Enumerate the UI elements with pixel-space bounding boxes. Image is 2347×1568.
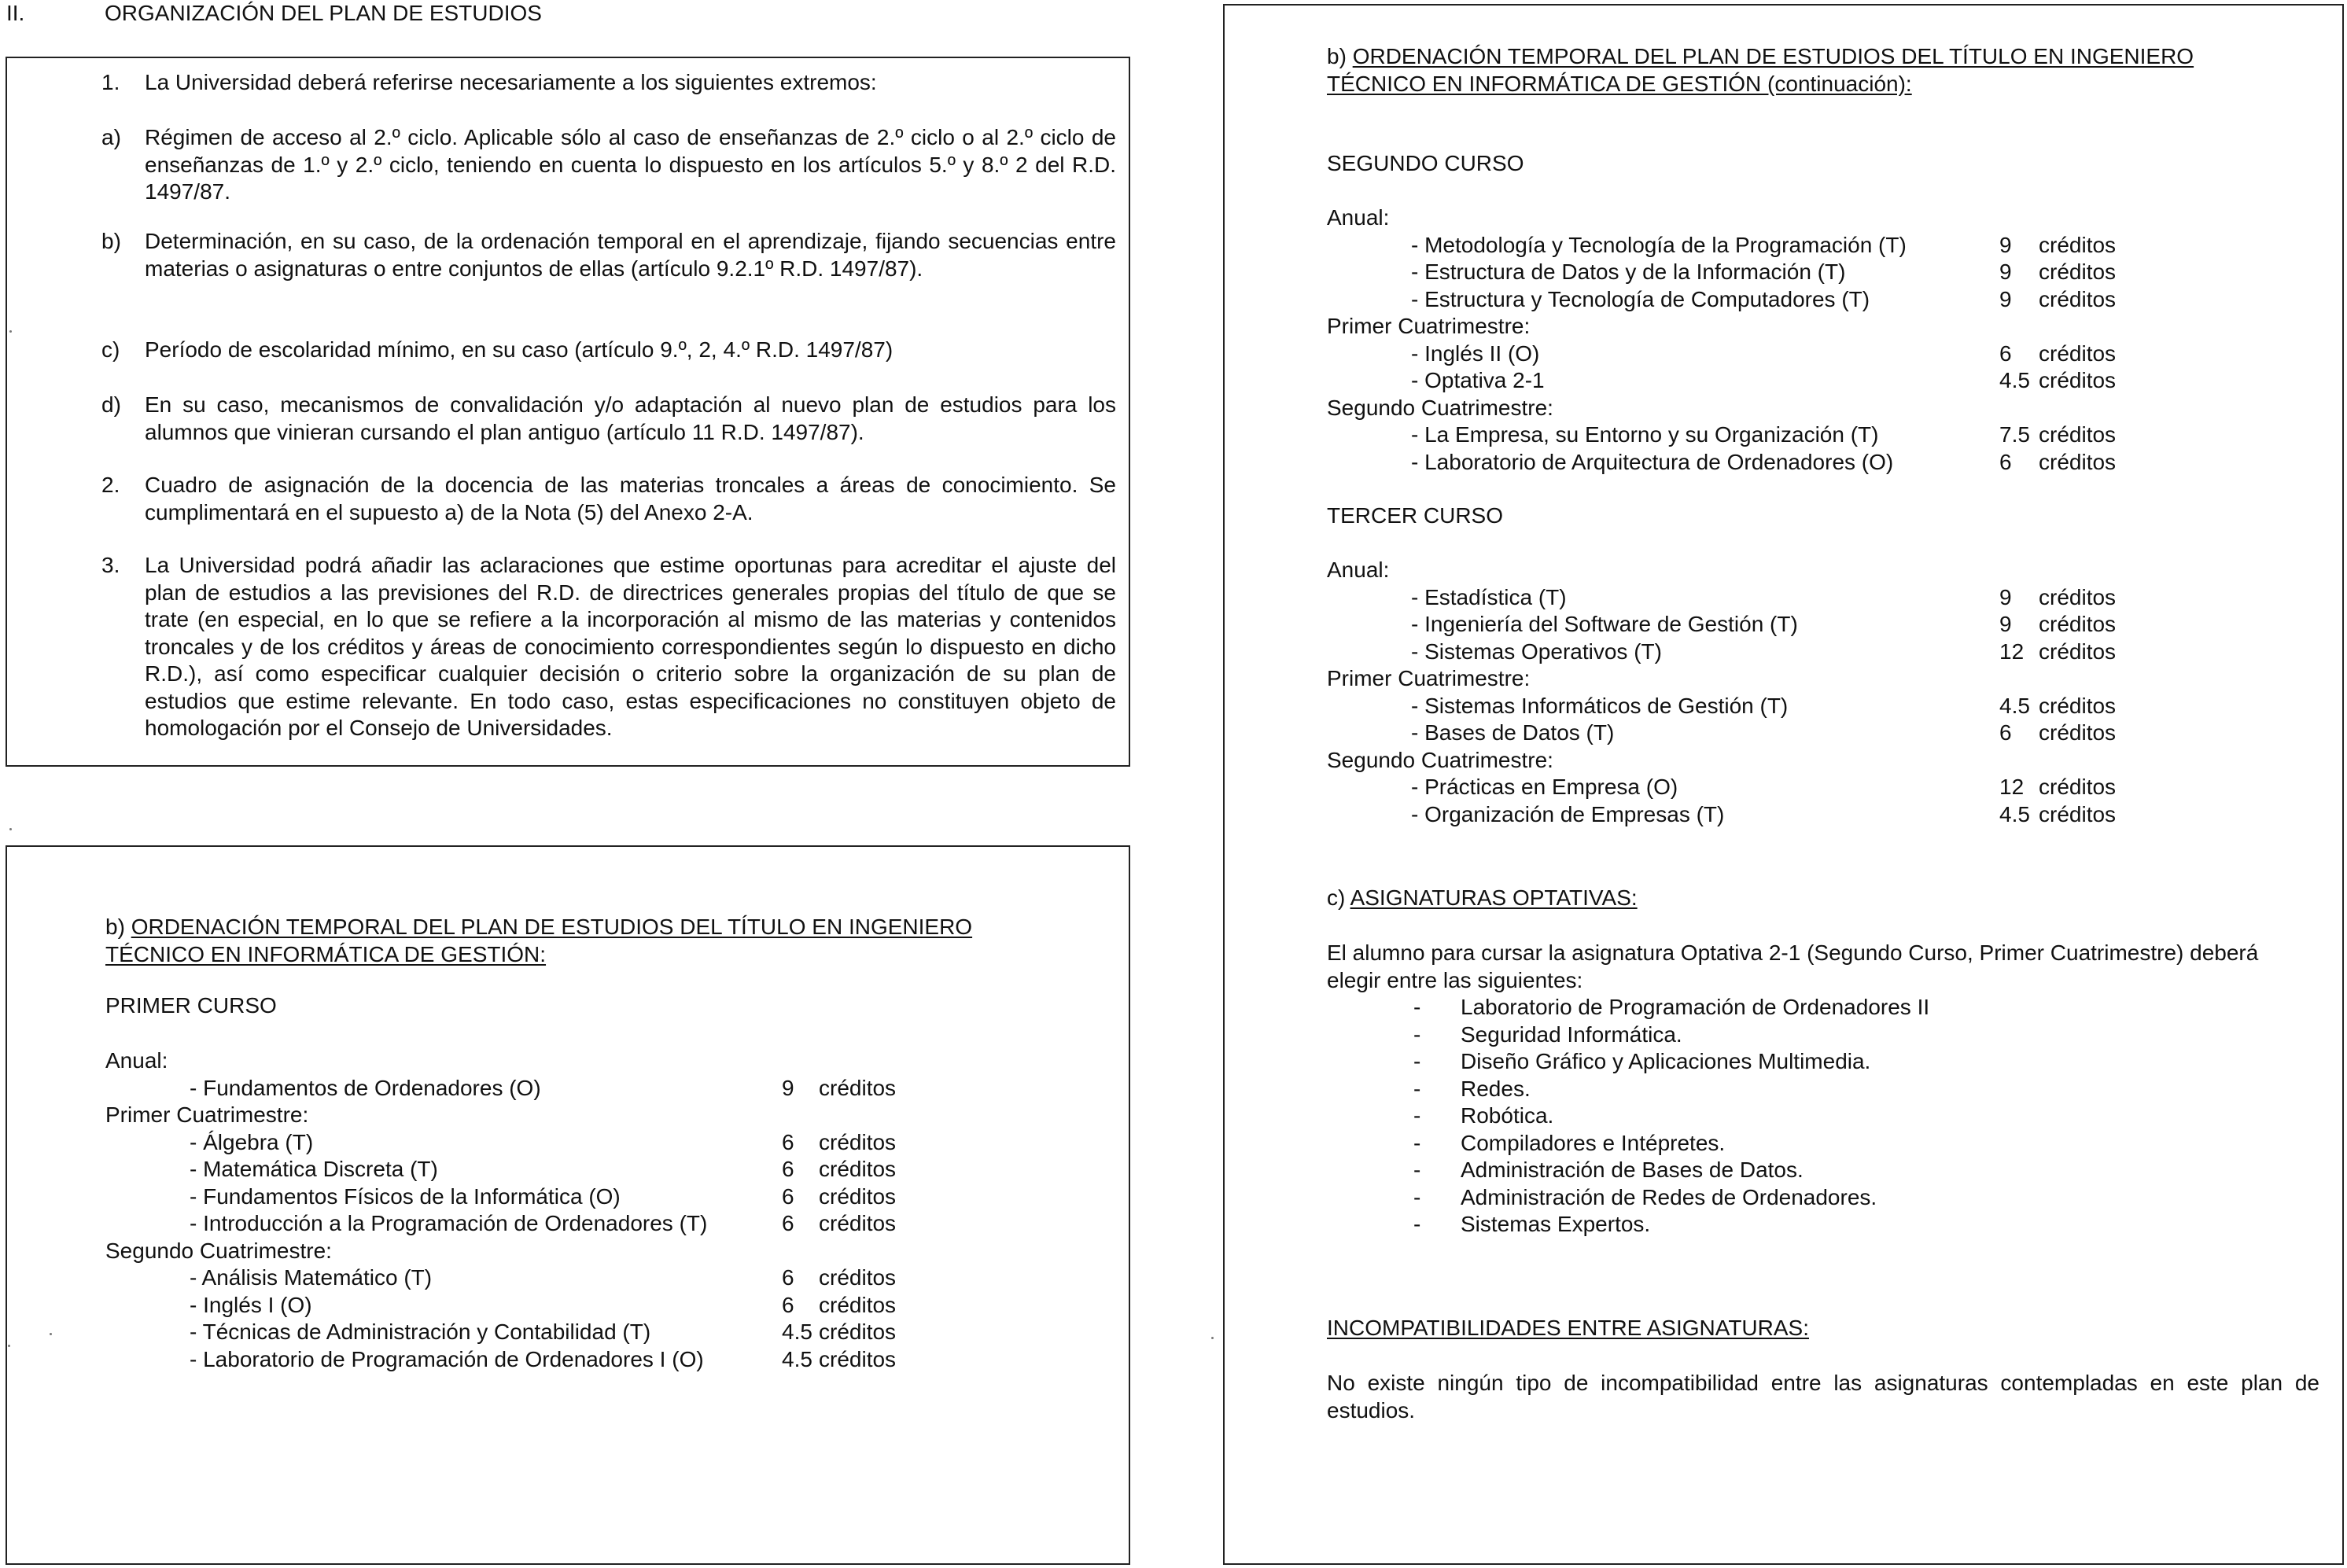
box-general-requirements (6, 57, 1130, 767)
subject-credits: 6 (782, 1183, 794, 1209)
heading-line-1: ORDENACIÓN TEMPORAL DEL PLAN DE ESTUDIOS DEL TÍTULO EN INGENIERO (131, 915, 973, 939)
list-dash: - (1413, 1130, 1421, 1155)
subject-credits: 6 (782, 1157, 794, 1181)
subject-row (1411, 693, 2196, 720)
scan-dot (8, 1345, 10, 1347)
period-label: Segundo Cuatrimestre: (1327, 747, 1553, 772)
subject-credits-unit: créditos (819, 1292, 897, 1317)
list-item-text: En su caso, mecanismos de convalidación y/o adaptación al nuevo plan de estudios para los alumnos que vinieran cursando el plan antiguo (artículo 11 R.D. 1497/87). (145, 392, 1116, 444)
list-dash: - (1413, 1021, 1421, 1047)
list-item-text: Diseño Gráfico y Aplicaciones Multimedia. (1461, 1049, 1871, 1073)
period-label: Primer Cuatrimestre: (1327, 314, 1531, 338)
scan-dot (1211, 1337, 1214, 1339)
heading-prefix: b) (105, 915, 131, 939)
subject-credits: 9 (1999, 612, 2012, 636)
subject-credits-unit: créditos (2039, 340, 2117, 366)
subject-row (1411, 611, 2196, 639)
subject-name: - Metodología y Tecnología de la Programación (T) (1411, 232, 1907, 257)
list-dash: - (1413, 1212, 1421, 1236)
list-item-marker: d) (101, 392, 121, 417)
subject-credits-unit: créditos (819, 1075, 897, 1100)
subject-credits-unit: créditos (2039, 368, 2117, 392)
subject-row (190, 1156, 976, 1183)
subject-row (1411, 449, 2196, 477)
subject-row (190, 1183, 976, 1211)
scan-dot (9, 330, 12, 333)
list-item-text: La Universidad podrá añadir las aclaraciones que estime oportunas para acreditar el ajuste del plan de estudios a las previsiones del R.D. de directrices generales propias del título de que se trate (en especial, en lo que se refiere a la incorporación al mismo de las materias y contenidos troncales y de los créditos y áreas de conocimiento correspondientes según lo dispuesto en dicho R.D.), así como especificar cualquier decisión o criterio sobre la organización de su plan de estudios que estime relevante. En todo caso, estas especificaciones no constituyen objeto de homologación por el Consejo de Universidades. (145, 553, 1116, 740)
subject-row (1411, 584, 2196, 612)
box-first-year-plan (6, 845, 1130, 1565)
list-item-text: Período de escolaridad mínimo, en su caso (artículo 9.º, 2, 4.º R.D. 1497/87) (145, 337, 893, 362)
subject-credits: 9 (1999, 286, 2012, 311)
subject-row (190, 1346, 976, 1374)
list-item-marker: 2. (101, 473, 120, 497)
subject-credits-unit: créditos (819, 1211, 897, 1235)
subject-row (190, 1292, 976, 1320)
subject-credits-unit: créditos (819, 1129, 897, 1154)
course-list (1327, 557, 2271, 832)
subject-name: - Matemática Discreta (T) (190, 1157, 438, 1181)
optativas-list (1413, 994, 2200, 1246)
subject-credits: 12 (1999, 639, 2025, 664)
heading-line-1: ORDENACIÓN TEMPORAL DEL PLAN DE ESTUDIOS DEL TÍTULO EN INGENIERO (1352, 44, 2194, 68)
subject-name: - Análisis Matemático (T) (190, 1265, 433, 1290)
subject-credits-unit: créditos (2039, 584, 2117, 609)
list-dash: - (1413, 1049, 1421, 1073)
subject-credits-unit: créditos (2039, 259, 2117, 284)
course-list (1327, 204, 2271, 480)
subject-row (1411, 801, 2196, 829)
list-dash: - (1413, 995, 1421, 1019)
subject-row (190, 1210, 976, 1238)
subject-name: - La Empresa, su Entorno y su Organización (T) (1411, 422, 1879, 447)
subject-name: - Ingeniería del Software de Gestión (T) (1411, 612, 1798, 636)
subject-credits: 9 (1999, 232, 2012, 257)
subject-credits: 9 (1999, 584, 2012, 609)
subject-row (1411, 639, 2196, 666)
list-dash: - (1413, 1158, 1421, 1182)
list-item-text: Cuadro de asignación de la docencia de las materias troncales a áreas de conocimiento. Se cumplimentará en el supuesto a) de la Nota (5) del Anexo 2-A. (145, 473, 1116, 525)
list-item-marker: 1. (101, 70, 120, 94)
subject-credits-unit: créditos (819, 1157, 897, 1181)
heading-line-2: TÉCNICO EN INFORMÁTICA DE GESTIÓN: (105, 941, 547, 966)
subject-credits-unit: créditos (2039, 232, 2117, 257)
list-item-text: Sistemas Expertos. (1461, 1212, 1651, 1236)
subject-name: - Fundamentos Físicos de la Informática (O) (190, 1183, 621, 1209)
list-item-marker: b) (101, 229, 121, 253)
subject-name: - Estadística (T) (1411, 584, 1567, 609)
subject-credits: 4.5 (1999, 801, 2030, 826)
list-item-text: Laboratorio de Programación de Ordenadores II (1461, 995, 1930, 1019)
subject-row (1411, 421, 2196, 449)
period-label: Segundo Cuatrimestre: (1327, 395, 1553, 420)
subject-credits-unit: créditos (2039, 286, 2117, 311)
subject-name: - Organización de Empresas (T) (1411, 801, 1725, 826)
subject-credits-unit: créditos (2039, 612, 2117, 636)
list-item-marker: 3. (101, 553, 120, 577)
subject-row (1411, 259, 2196, 286)
subject-name: - Optativa 2-1 (1411, 368, 1545, 392)
list-item-text: Robótica. (1461, 1103, 1554, 1128)
list-item-text: La Universidad deberá referirse necesariamente a los siguientes extremos: (145, 70, 877, 94)
course-list (105, 1047, 1049, 1456)
subject-credits: 6 (782, 1211, 794, 1235)
optativas-title: ASIGNATURAS OPTATIVAS: (1350, 885, 1638, 910)
subject-credits-unit: créditos (2039, 639, 2117, 664)
subject-row (1411, 720, 2196, 747)
subject-name: - Estructura y Tecnología de Computadores (T) (1411, 286, 1870, 311)
period-label: Anual: (1327, 558, 1390, 582)
list-dash: - (1413, 1184, 1421, 1209)
list-item-marker: a) (101, 125, 121, 149)
subject-row (190, 1129, 976, 1157)
subject-credits: 6 (782, 1265, 794, 1290)
heading-prefix: b) (1327, 44, 1353, 68)
scan-dot (50, 1333, 52, 1335)
subject-row (1411, 286, 2196, 314)
period-label: Primer Cuatrimestre: (105, 1102, 309, 1127)
subject-credits-unit: créditos (2039, 693, 2117, 718)
heading-prefix: c) (1327, 885, 1350, 910)
list-item-text: Régimen de acceso al 2.º ciclo. Aplicable sólo al caso de enseñanzas de 2.º ciclo o al 2.º ciclo de enseñanzas de 1.º y 2.º ciclo, teniendo en cuenta lo dispuesto en los artículos 5.º y 8.º 2 del R.D. 1497/87. (145, 125, 1116, 204)
section-heading (0, 0, 787, 28)
subject-credits: 9 (782, 1075, 794, 1100)
subject-credits: 4.5 (782, 1320, 812, 1344)
subject-row (1411, 232, 2196, 259)
section-heading-b-continued (1327, 43, 2334, 98)
list-item-text: Compiladores e Intépretes. (1461, 1130, 1726, 1155)
subject-credits: 7.5 (1999, 422, 2030, 447)
subject-name: - Prácticas en Empresa (O) (1411, 775, 1678, 799)
subject-name: - Técnicas de Administración y Contabilidad (T) (190, 1320, 651, 1344)
section-heading-b (105, 914, 1112, 968)
subject-name: - Laboratorio de Arquitectura de Ordenadores (O) (1411, 449, 1894, 474)
subject-credits: 6 (1999, 720, 2012, 745)
list-item-text: Administración de Redes de Ordenadores. (1461, 1184, 1877, 1209)
section-roman-numeral: II. (6, 1, 25, 25)
period-label: Segundo Cuatrimestre: (105, 1238, 332, 1263)
subject-row (1411, 340, 2196, 368)
subject-name: - Sistemas Informáticos de Gestión (T) (1411, 693, 1789, 718)
subject-credits: 6 (782, 1129, 794, 1154)
subject-credits-unit: créditos (819, 1346, 897, 1371)
subject-credits: 6 (782, 1292, 794, 1317)
list-item-text: Redes. (1461, 1076, 1531, 1101)
subject-row (190, 1264, 976, 1292)
list-item-text: Seguridad Informática. (1461, 1021, 1682, 1047)
list-item-text: Determinación, en su caso, de la ordenación temporal en el aprendizaje, fijando secuencias entre materias o asignaturas o entre conjuntos de ellas (artículo 9.2.1º R.D. 1497/87). (145, 229, 1116, 281)
scan-dot (9, 828, 12, 830)
subject-row (190, 1075, 976, 1102)
subject-name: - Bases de Datos (T) (1411, 720, 1615, 745)
course-title: PRIMER CURSO (105, 993, 277, 1018)
period-label: Anual: (105, 1048, 168, 1073)
subject-name: - Estructura de Datos y de la Información (T) (1411, 259, 1846, 284)
optativas-intro: El alumno para cursar la asignatura Optativa 2-1 (Segundo Curso, Primer Cuatrimestre) deberá elegir entre las siguientes: (1327, 940, 2259, 992)
subject-credits: 4.5 (1999, 368, 2030, 392)
subject-name: - Sistemas Operativos (T) (1411, 639, 1662, 664)
course-title: TERCER CURSO (1327, 503, 1504, 528)
list-dash: - (1413, 1103, 1421, 1128)
subject-credits-unit: créditos (819, 1183, 897, 1209)
period-label: Anual: (1327, 205, 1390, 230)
list-item-text: Administración de Bases de Datos. (1461, 1158, 1804, 1182)
heading-line-2: TÉCNICO EN INFORMÁTICA DE GESTIÓN (continuación): (1327, 71, 1912, 96)
subject-name: - Inglés II (O) (1411, 340, 1540, 366)
optativas-heading (1327, 885, 1638, 912)
incompat-title: INCOMPATIBILIDADES ENTRE ASIGNATURAS: (1327, 1316, 1809, 1340)
subject-credits-unit: créditos (819, 1265, 897, 1290)
subject-credits: 4.5 (1999, 693, 2030, 718)
subject-row (190, 1319, 976, 1346)
subject-credits-unit: créditos (2039, 720, 2117, 745)
subject-row (1411, 774, 2196, 801)
subject-credits-unit: créditos (819, 1320, 897, 1344)
box-plan-continuation (1223, 4, 2344, 1565)
subject-credits: 9 (1999, 259, 2012, 284)
subject-credits-unit: créditos (2039, 775, 2117, 799)
subject-credits: 6 (1999, 340, 2012, 366)
subject-name: - Inglés I (O) (190, 1292, 312, 1317)
subject-credits-unit: créditos (2039, 449, 2117, 474)
subject-credits-unit: créditos (2039, 801, 2117, 826)
subject-name: - Introducción a la Programación de Ordenadores (T) (190, 1211, 708, 1235)
subject-credits: 6 (1999, 449, 2012, 474)
subject-name: - Álgebra (T) (190, 1129, 314, 1154)
subject-credits: 4.5 (782, 1346, 812, 1371)
period-label: Primer Cuatrimestre: (1327, 666, 1531, 690)
subject-credits: 12 (1999, 775, 2025, 799)
section-title: ORGANIZACIÓN DEL PLAN DE ESTUDIOS (105, 1, 542, 25)
subject-row (1411, 367, 2196, 395)
incompat-text: No existe ningún tipo de incompatibilidad entre las asignaturas contempladas en este plan de estudios. (1327, 1371, 2319, 1423)
list-dash: - (1413, 1076, 1421, 1101)
list-item-marker: c) (101, 337, 120, 362)
subject-credits-unit: créditos (2039, 422, 2117, 447)
subject-name: - Laboratorio de Programación de Ordenadores I (O) (190, 1346, 704, 1371)
course-title: SEGUNDO CURSO (1327, 151, 1524, 175)
subject-name: - Fundamentos de Ordenadores (O) (190, 1075, 541, 1100)
